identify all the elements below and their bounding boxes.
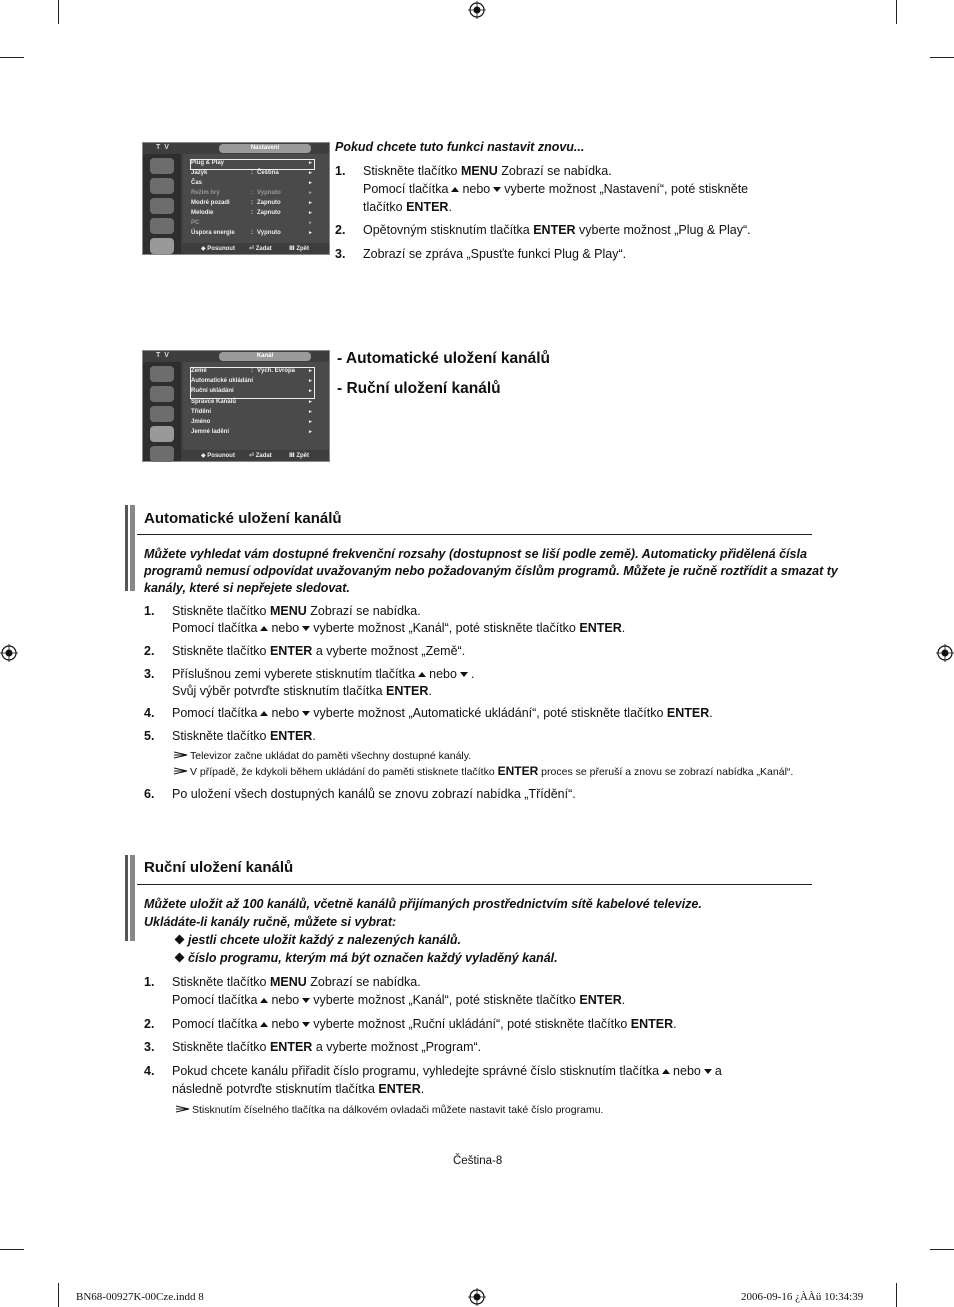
step-number: 5. — [144, 729, 155, 743]
up-arrow-icon — [418, 672, 426, 677]
tv-menu-row[interactable]: Ruční ukládání ► — [191, 388, 313, 394]
down-arrow-icon — [460, 672, 468, 677]
down-arrow-icon — [493, 187, 501, 192]
step-number: 2. — [144, 1017, 155, 1031]
up-arrow-icon — [260, 998, 268, 1003]
enter-hint: ⏎ Zadat — [249, 453, 272, 459]
note-text: Televizor začne ukládat do paměti všechny dostupné kanály. — [174, 749, 471, 763]
step-number: 6. — [144, 787, 155, 801]
tv-menu-row[interactable]: Režim hry : Vypnuto ► — [191, 190, 313, 196]
diamond-bullet-icon — [175, 953, 185, 963]
heading-auto-store: - Automatické uložení kanálů — [337, 350, 551, 367]
up-arrow-icon — [260, 711, 268, 716]
step-number: 3. — [144, 1040, 155, 1054]
note-arrow-icon — [176, 1105, 190, 1113]
tv-menu-row[interactable]: Správce Kanálů ► — [191, 399, 313, 405]
step-text: Pomocí tlačítka nebo vyberte možnost „Kanál“, poté stiskněte tlačítko ENTER. — [172, 993, 626, 1007]
step-text: Stiskněte tlačítko ENTER a vyberte možnost „Země“. — [172, 644, 466, 658]
arrow-right-icon: ► — [308, 230, 313, 236]
tv-menu-row[interactable]: Jemné ladění ► — [191, 429, 313, 435]
up-arrow-icon — [260, 1022, 268, 1027]
section-title: Ruční uložení kanálů — [144, 859, 294, 876]
tv-label: T V — [156, 144, 170, 151]
crop-mark — [0, 1249, 24, 1250]
tv-menu-row[interactable]: Plug & Play ► — [191, 160, 313, 166]
registration-mark-icon — [936, 644, 954, 662]
arrow-right-icon: ► — [308, 210, 313, 216]
crop-mark — [930, 57, 954, 58]
note-arrow-icon — [174, 767, 188, 775]
tv-menu-header — [143, 143, 329, 154]
step-number: 2. — [335, 223, 346, 237]
sound-icon — [150, 386, 174, 402]
arrow-right-icon: ► — [308, 170, 313, 176]
step-number: 3. — [335, 247, 346, 261]
setup-icon — [150, 446, 174, 462]
print-footer-left: BN68-00927K-00Cze.indd 8 — [76, 1291, 204, 1303]
tv-menu-row[interactable]: Automatické ukládání ► — [191, 378, 313, 384]
arrow-right-icon: ► — [308, 220, 313, 226]
back-hint: Ⅲ Zpět — [289, 453, 310, 459]
section-intro: kanály, které si nepřejete sledovat. — [144, 581, 350, 595]
step-number: 1. — [144, 975, 155, 989]
arrow-right-icon: ► — [308, 378, 313, 384]
step-text: následně potvrďte stisknutím tlačítka ENTER. — [172, 1082, 425, 1096]
picture-icon — [150, 158, 174, 174]
channel-icon — [150, 198, 174, 214]
arrow-right-icon: ► — [308, 180, 313, 186]
section-intro: Ukládáte-li kanály ručně, můžete si vybrat: — [144, 915, 397, 929]
section-bar — [125, 855, 128, 941]
tv-menu-footer — [183, 243, 329, 254]
section-bar — [130, 855, 135, 941]
step-text: Pomocí tlačítka nebo vyberte možnost „Automatické ukládání“, poté stiskněte tlačítko ENTER. — [172, 706, 713, 720]
step-number: 1. — [335, 164, 346, 178]
crop-mark — [930, 1249, 954, 1250]
sound-icon — [150, 178, 174, 194]
back-hint: Ⅲ Zpět — [289, 246, 310, 252]
step-number: 4. — [144, 1064, 155, 1078]
tv-menu-row[interactable]: Čas ► — [191, 180, 313, 186]
arrow-right-icon: ► — [308, 368, 313, 374]
tv-menu-row[interactable]: Jméno ► — [191, 419, 313, 425]
step-text: Opětovným stisknutím tlačítka ENTER vyberte možnost „Plug & Play“. — [363, 223, 751, 237]
tv-menu-row[interactable]: Země : Vých. Evropa ► — [191, 368, 313, 374]
arrow-right-icon: ► — [308, 409, 313, 415]
timer-icon — [150, 218, 174, 234]
tv-menu-channel — [142, 350, 330, 462]
move-hint: ◆ Posunout — [201, 453, 235, 459]
move-hint: ◆ Posunout — [201, 246, 235, 252]
channel-icon — [150, 406, 174, 422]
arrow-right-icon: ► — [308, 190, 313, 196]
step-text: Pokud chcete kanálu přiřadit číslo programu, vyhledejte správné číslo stisknutím tlačítka nebo a — [172, 1064, 722, 1078]
step-text: Stiskněte tlačítko ENTER a vyberte možnost „Program“. — [172, 1040, 482, 1054]
down-arrow-icon — [302, 998, 310, 1003]
crop-mark — [896, 1283, 897, 1307]
crop-mark — [58, 0, 59, 24]
step-number: 2. — [144, 644, 155, 658]
tv-menu-row[interactable]: PC ► — [191, 220, 313, 226]
crop-mark — [896, 0, 897, 24]
step-text: Pomocí tlačítka nebo vyberte možnost „Ruční ukládání“, poté stiskněte tlačítko ENTER. — [172, 1017, 677, 1031]
tv-menu-row[interactable]: Jazyk : Čeština ► — [191, 170, 313, 176]
step-number: 1. — [144, 604, 155, 618]
arrow-right-icon: ► — [308, 200, 313, 206]
crop-mark — [0, 57, 24, 58]
down-arrow-icon — [704, 1069, 712, 1074]
step-text: Stiskněte tlačítko MENU Zobrazí se nabídka. — [172, 604, 421, 618]
section-intro: Můžete vyhledat vám dostupné frekvenční rozsahy (dostupnost se liší podle země). Automaticky přidělená čísla — [144, 547, 807, 561]
tv-label: T V — [156, 352, 170, 359]
bullet-item: číslo programu, kterým má být označen každý vyladěný kanál. — [176, 949, 558, 967]
picture-icon — [150, 366, 174, 382]
tv-menu-title: Kanál — [219, 352, 311, 361]
tv-menu-panel — [183, 362, 329, 450]
step-text: tlačítko ENTER. — [363, 200, 452, 214]
section-intro: programů nemusí odpovídat uvažovaným nebo požadovaným číslům programů. Můžete je ručně roztřídit a smazat ty — [144, 564, 838, 578]
tv-menu-row[interactable]: Úspora energie : Vypnuto ► — [191, 230, 313, 236]
step-text: Pomocí tlačítka nebo vyberte možnost „Kanál“, poté stiskněte tlačítko ENTER. — [172, 621, 626, 635]
tv-menu-row[interactable]: Melodie : Zapnuto ► — [191, 210, 313, 216]
step-text: Zobrazí se zpráva „Spusťte funkci Plug & Play“. — [363, 247, 627, 261]
step-text: Svůj výběr potvrďte stisknutím tlačítka ENTER. — [172, 684, 432, 698]
page-number: Čeština-8 — [453, 1155, 503, 1167]
arrow-right-icon: ► — [308, 388, 313, 394]
tv-menu-sidebar — [143, 362, 181, 461]
section-bar — [125, 505, 128, 591]
timer-icon — [150, 426, 174, 442]
up-arrow-icon — [662, 1069, 670, 1074]
section-bar — [130, 505, 135, 591]
crop-mark — [58, 1283, 59, 1307]
note-text: Stisknutím číselného tlačítka na dálkovém ovladači můžete nastavit také číslo programu. — [176, 1103, 603, 1117]
tv-menu-footer — [183, 450, 329, 461]
step-text: Stiskněte tlačítko MENU Zobrazí se nabídka. — [363, 164, 612, 178]
tv-menu-header — [143, 351, 329, 362]
tv-menu-row[interactable]: Modré pozadí : Zapnuto ► — [191, 200, 313, 206]
down-arrow-icon — [302, 1022, 310, 1027]
section-rule — [137, 884, 812, 885]
tv-menu-setup — [142, 142, 330, 255]
section-intro: Můžete uložit až 100 kanálů, včetně kanálů přijímaných prostřednictvím sítě kabelové televize. — [144, 897, 702, 911]
section-rule — [137, 534, 812, 535]
registration-mark-icon — [0, 644, 18, 662]
note-arrow-icon — [174, 751, 188, 759]
note-text: V případě, že kdykoli během ukládání do paměti stisknete tlačítko ENTER proces se přeruší a znovu se zobrazí nabídka „Kanál“. — [174, 764, 793, 779]
step-text: Příslušnou zemi vyberete stisknutím tlačítka nebo . — [172, 667, 475, 681]
registration-mark-icon — [468, 1288, 486, 1306]
step-text: Pomocí tlačítka nebo vyberte možnost „Nastavení“, poté stiskněte — [363, 182, 749, 196]
section-intro: Pokud chcete tuto funkci nastavit znovu... — [335, 140, 585, 154]
up-arrow-icon — [451, 187, 459, 192]
heading-manual-store: - Ruční uložení kanálů — [337, 380, 501, 397]
enter-hint: ⏎ Zadat — [249, 246, 272, 252]
arrow-right-icon: ► — [308, 399, 313, 405]
up-arrow-icon — [260, 626, 268, 631]
diamond-bullet-icon — [175, 935, 185, 945]
step-number: 3. — [144, 667, 155, 681]
step-text: Stiskněte tlačítko ENTER. — [172, 729, 316, 743]
down-arrow-icon — [302, 711, 310, 716]
section-title: Automatické uložení kanálů — [144, 510, 342, 527]
arrow-right-icon: ► — [308, 160, 313, 166]
tv-menu-title: Nastavení — [219, 144, 311, 153]
tv-menu-sidebar — [143, 154, 181, 254]
arrow-right-icon: ► — [308, 429, 313, 435]
arrow-right-icon: ► — [308, 419, 313, 425]
tv-menu-panel — [183, 154, 329, 243]
registration-mark-icon — [468, 1, 486, 19]
step-number: 4. — [144, 706, 155, 720]
down-arrow-icon — [302, 626, 310, 631]
step-text: Stiskněte tlačítko MENU Zobrazí se nabídka. — [172, 975, 421, 989]
tv-menu-row[interactable]: Třídění ► — [191, 409, 313, 415]
print-footer-right: 2006-09-16 ¿ÀÀü 10:34:39 — [741, 1291, 864, 1303]
setup-icon — [150, 238, 174, 254]
step-text: Po uložení všech dostupných kanálů se znovu zobrazí nabídka „Třídění“. — [172, 787, 576, 801]
bullet-item: jestli chcete uložit každý z nalezených kanálů. — [176, 931, 461, 949]
